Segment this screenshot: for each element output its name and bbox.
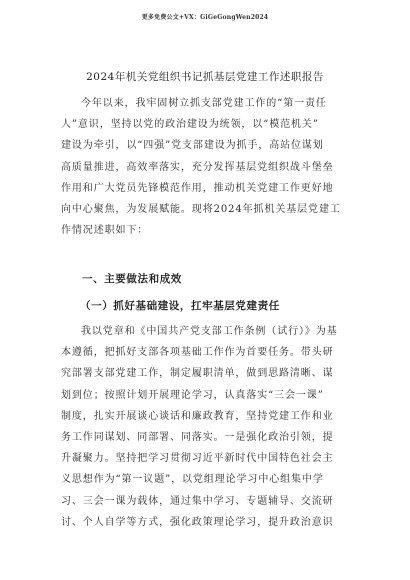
- paragraph-line: 本遵循，把抓好支部各项基础工作作为首要任务。带头研: [61, 347, 334, 359]
- paragraph-line: 人”意识，坚持以党的政治建设为统领，以“模范机关”: [61, 119, 319, 131]
- section-heading: 一、主要做法和成效: [82, 273, 182, 285]
- subsection-heading: （一）抓好基础建设，扛牢基层党建责任: [80, 300, 280, 312]
- paragraph-line: 制度，扎实开展谈心谈话和廉政教育，坚持党建工作和业: [61, 410, 334, 422]
- paragraph-line: 建设为牵引，以“四强”党支部建设为抓手，高站位谋划: [61, 140, 324, 152]
- paragraph-line: 我以党章和《中国共产党支部工作条例（试行）》为基: [81, 326, 338, 337]
- paragraph-line: 作用和广大党员先锋模范作用，推动机关党建工作更好地: [61, 182, 334, 194]
- paragraph-line: 义思想作为“第一议题”，以党组理论学习中心组集中学: [61, 474, 324, 486]
- paragraph-line: 今年以来，我牢固树立抓支部党建工作的“第一责任: [81, 98, 327, 109]
- intro-paragraph: [61, 93, 353, 241]
- paragraph-line: 高质量推进，高效率落实，充分发挥基层党组织战斗堡垒: [61, 161, 334, 173]
- paragraph-line: 划到位；按照计划开展理论学习，认真落实“三会一课”: [61, 389, 324, 401]
- paragraph-line: 升凝聚力。坚持把学习贯彻习近平新时代中国特色社会主: [61, 453, 334, 465]
- paragraph-line: 讨、个人自学等方式，强化政策理论学习，提升政治意识: [61, 516, 334, 528]
- paragraph-line: 究部署支部党建工作，制定履职清单，做到思路清晰、谋: [61, 368, 334, 380]
- paragraph-line: 务工作同谋划、同部署、同落实。一是强化政治引领，提: [61, 432, 334, 444]
- header-note: 更多免费公文+VX：GiGeGongWen2024: [141, 14, 269, 21]
- paragraph-line: 向中心聚焦，为发展赋能。现将2024年抓机关基层党建工: [61, 204, 341, 216]
- document-title: 2024年机关党组织书记抓基层党建工作述职报告: [86, 71, 324, 83]
- paragraph-line: 习、三会一课为载体，通过集中学习、专题辅导、交流研: [61, 495, 334, 507]
- paragraph-line: 作情况述职如下：: [61, 225, 149, 237]
- body-paragraph: [61, 321, 353, 533]
